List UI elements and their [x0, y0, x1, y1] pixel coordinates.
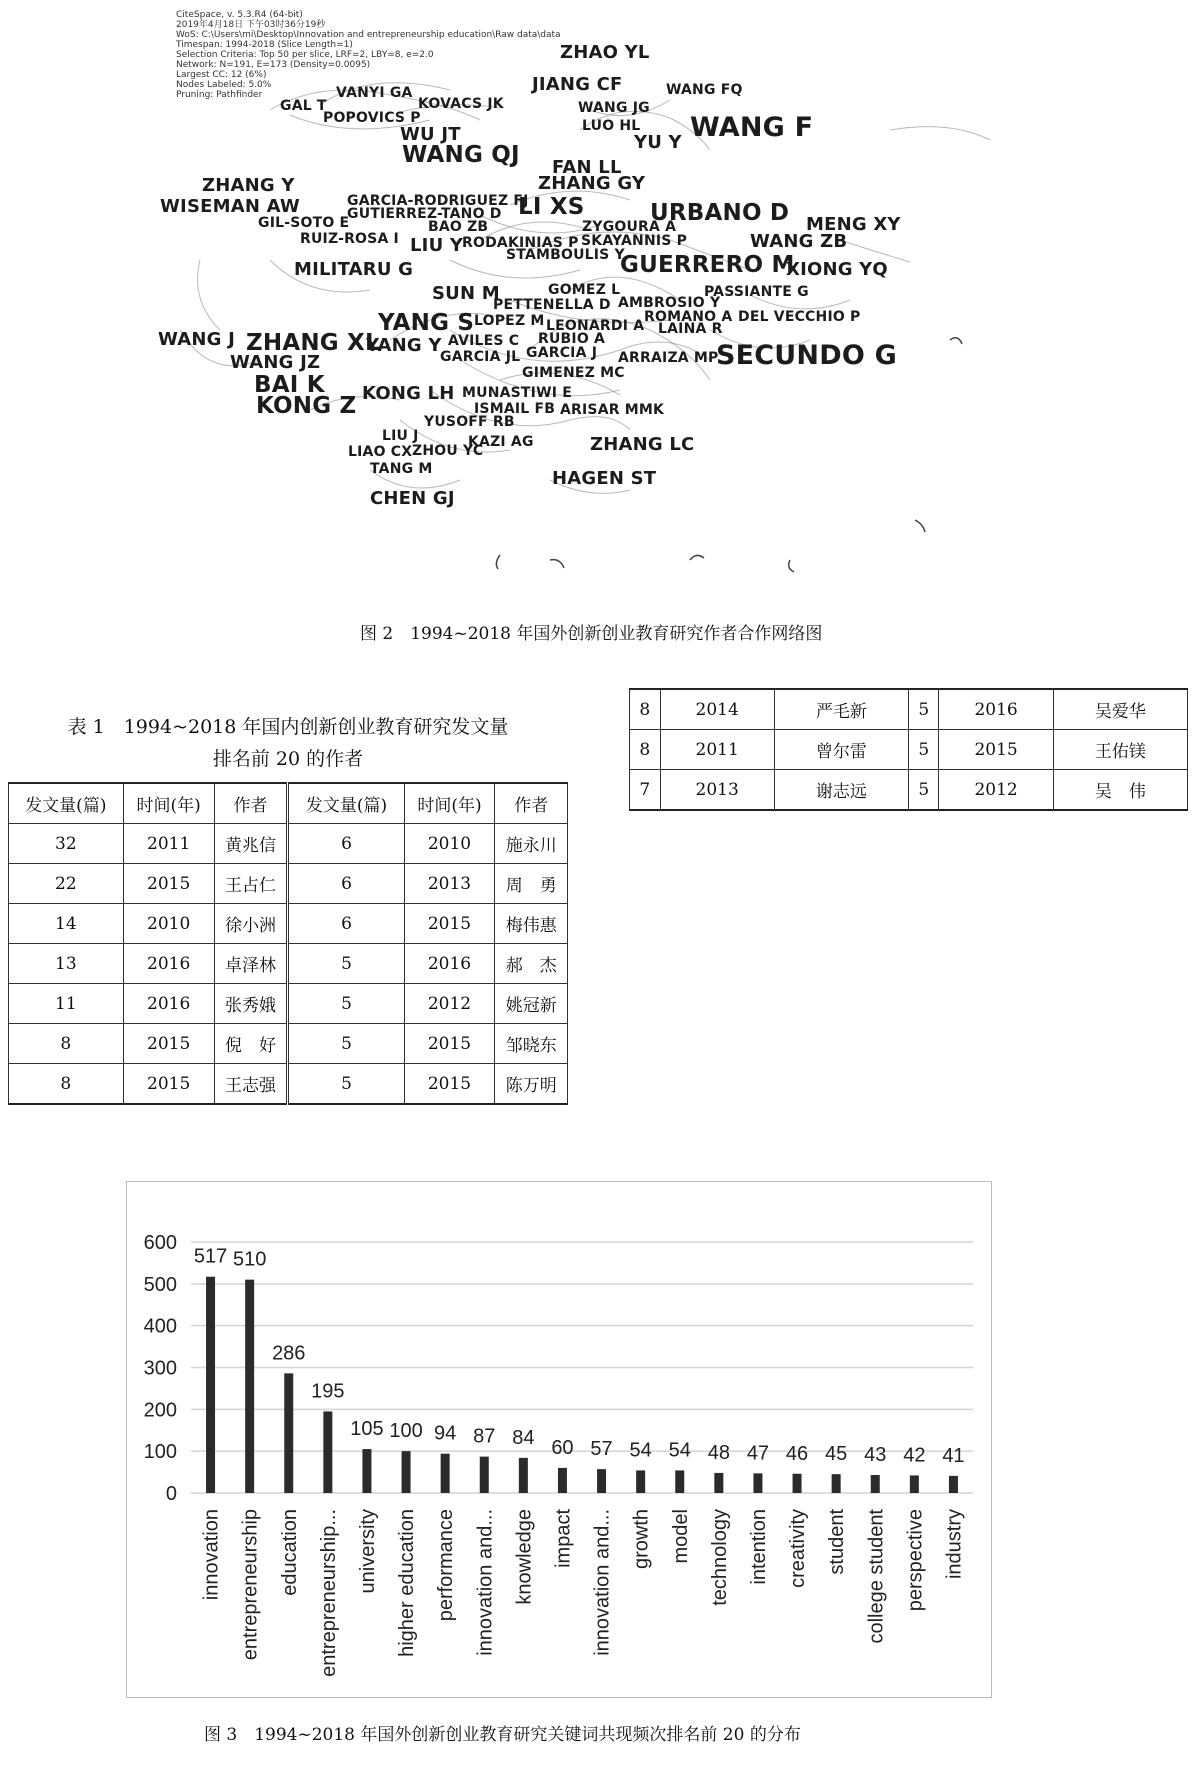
node-label-chen-gj: CHEN GJ: [370, 488, 455, 509]
header-count: 发文量(篇): [9, 783, 124, 824]
y-tick-label: 500: [143, 1273, 177, 1296]
y-tick-label: 0: [165, 1483, 177, 1505]
data-label: 100: [389, 1420, 423, 1443]
table1-continued-body: [630, 689, 1188, 810]
node-label-yu-y: YU Y: [634, 132, 682, 153]
network-edge-fragment: [915, 520, 925, 532]
node-label-arisar-mmk: ARISAR MMK: [560, 402, 665, 418]
node-label-zhang-lc: ZHANG LC: [590, 434, 695, 455]
cell-count: 32: [9, 824, 124, 864]
node-label-leonardi-a: LEONARDI A: [546, 318, 645, 334]
category-label: knowledge: [513, 1509, 536, 1605]
cell-author: 谢志远: [774, 770, 908, 811]
table1-row: [9, 824, 568, 864]
category-label: education: [278, 1509, 301, 1596]
node-label-yusoff-rb: YUSOFF RB: [424, 414, 515, 430]
node-label-fan-ll: FAN LL: [552, 157, 622, 178]
data-label: 41: [942, 1444, 965, 1467]
cell-count: 13: [9, 944, 124, 984]
node-label-zhang-y: ZHANG Y: [202, 175, 295, 196]
cell-author: 倪 好: [214, 1024, 288, 1064]
metadata-line: Network: N=191, E=173 (Density=0.0095): [176, 60, 371, 70]
bar: [714, 1473, 723, 1493]
figure3-caption: 图 3 1994~2018 年国外创新创业教育研究关键词共现频次排名前 20 的分布: [204, 1725, 801, 1745]
node-label-yang-s: YANG S: [378, 310, 475, 336]
header-count: 发文量(篇): [288, 783, 404, 824]
category-label: perspective: [904, 1509, 927, 1612]
node-label-tang-m: TANG M: [370, 461, 433, 477]
cell-author: 吴 伟: [1053, 770, 1187, 811]
node-label-hagen-st: HAGEN ST: [552, 468, 657, 489]
category-label: innovation and...: [591, 1509, 614, 1656]
cell-year: 2015: [404, 904, 495, 944]
bar: [910, 1475, 919, 1493]
node-label-xiong-yq: XIONG YQ: [786, 259, 888, 280]
cell-year: 2014: [660, 689, 774, 730]
bar: [753, 1473, 762, 1493]
node-label-wiseman-aw: WISEMAN AW: [160, 196, 300, 217]
category-label: college student: [865, 1509, 888, 1644]
metadata-line: 2019年4月18日 下午03时36分19秒: [176, 20, 326, 30]
node-label-rubio-a: RUBIO A: [538, 331, 606, 347]
category-label: technology: [708, 1509, 731, 1606]
data-label: 47: [746, 1442, 770, 1465]
network-edge: [198, 260, 221, 330]
node-label-zhou-yc: ZHOU YC: [412, 443, 484, 459]
table1-row: [9, 984, 568, 1024]
node-label-ismail-fb: ISMAIL FB: [474, 401, 556, 417]
node-label-liu-y: LIU Y: [410, 235, 464, 256]
category-label: entrepreneurship: [239, 1509, 262, 1661]
data-label: 60: [551, 1436, 574, 1459]
node-label-aviles-c: AVILES C: [448, 333, 520, 349]
table1-row: [9, 864, 568, 904]
table1-continued: [629, 688, 1188, 811]
node-label-kovacs-jk: KOVACS JK: [418, 96, 504, 112]
header-year: 时间(年): [404, 783, 495, 824]
node-label-munastiwi-e: MUNASTIWI E: [462, 385, 572, 401]
data-label: 48: [707, 1441, 730, 1464]
node-label-jiang-cf: JIANG CF: [532, 74, 623, 95]
bar: [206, 1277, 215, 1493]
y-tick-label: 100: [143, 1441, 177, 1464]
bar: [362, 1449, 371, 1493]
network-edge-fragment: [550, 560, 564, 568]
bar: [793, 1474, 802, 1493]
cell-year: 2010: [123, 904, 214, 944]
cell-year: 2016: [123, 984, 214, 1024]
node-label-gal-t: GAL T: [280, 98, 327, 114]
bar: [597, 1469, 606, 1493]
category-label: impact: [552, 1509, 575, 1568]
category-label: higher education: [396, 1509, 419, 1657]
bar-chart-svg: [127, 1182, 991, 1697]
node-label-kong-z: KONG Z: [256, 393, 357, 419]
cell-year: 2015: [123, 1064, 214, 1105]
cell-author: 徐小洲: [214, 904, 288, 944]
cell-author: 郝 杰: [495, 944, 568, 984]
category-label: student: [826, 1509, 849, 1575]
cell-count: 8: [9, 1064, 124, 1105]
cell-count: 6: [288, 824, 404, 864]
cell-year: 2015: [123, 864, 214, 904]
header-author: 作者: [214, 783, 288, 824]
node-label-wang-j: WANG J: [158, 329, 235, 350]
node-label-wang-jg: WANG JG: [578, 100, 650, 116]
node-label-yang-y: YANG Y: [366, 335, 442, 356]
cell-year: 2012: [404, 984, 495, 1024]
node-label-wang-qj: WANG QJ: [402, 142, 520, 168]
table1-body: [9, 824, 568, 1105]
node-label-wang-zb: WANG ZB: [750, 231, 848, 252]
node-label-wu-jt: WU JT: [400, 124, 461, 145]
data-label: 105: [350, 1418, 384, 1441]
node-label-laina-r: LAINA R: [658, 321, 723, 337]
bar: [519, 1458, 528, 1493]
cell-count: 6: [288, 864, 404, 904]
data-label: 286: [272, 1342, 306, 1365]
table1-continued-row: [630, 689, 1188, 730]
node-label-pettenella-d: PETTENELLA D: [493, 297, 611, 313]
network-edge-fragment: [950, 338, 962, 344]
metadata-line: Selection Criteria: Top 50 per slice, LRF=2, LBY=8, e=2.0: [176, 50, 434, 60]
node-label-gil-soto-e: GIL-SOTO E: [258, 215, 350, 231]
table1-header-row: [9, 783, 568, 824]
cell-count: 8: [630, 730, 661, 770]
bar: [441, 1454, 450, 1493]
cell-year: 2015: [404, 1064, 495, 1105]
cell-count: 5: [908, 770, 939, 811]
metadata-line: Timespan: 1994-2018 (Slice Length=1): [176, 40, 353, 50]
node-label-militaru-g: MILITARU G: [294, 259, 414, 280]
node-label-garcia-rodriguez-fj: GARCIA-RODRIGUEZ FJ: [347, 193, 529, 209]
cell-author: 周 勇: [495, 864, 568, 904]
node-label-zhang-gy: ZHANG GY: [538, 173, 646, 194]
cell-author: 黄兆信: [214, 824, 288, 864]
data-label: 87: [473, 1425, 496, 1448]
cell-year: 2013: [660, 770, 774, 811]
category-label: performance: [435, 1509, 458, 1622]
cell-count: 5: [288, 1024, 404, 1064]
cell-author: 王佑镁: [1053, 730, 1187, 770]
table1-row: [9, 1064, 568, 1105]
node-label-liao-cx: LIAO CX: [348, 444, 413, 460]
category-label: entrepreneurship...: [317, 1509, 340, 1677]
header-author: 作者: [495, 783, 568, 824]
cell-count: 5: [908, 730, 939, 770]
network-edge-fragment: [690, 555, 704, 560]
table1-continued-row: [630, 730, 1188, 770]
category-label: university: [356, 1509, 379, 1594]
cell-count: 5: [908, 689, 939, 730]
cell-year: 2011: [123, 824, 214, 864]
cell-year: 2011: [660, 730, 774, 770]
node-label-urbano-d: URBANO D: [650, 200, 790, 226]
table1-title-line2: 排名前 20 的作者: [212, 748, 364, 770]
cell-author: 施永川: [495, 824, 568, 864]
node-label-gutierrez-tano-d: GUTIERREZ-TANO D: [347, 206, 502, 222]
cell-author: 姚冠新: [495, 984, 568, 1024]
y-tick-label: 600: [143, 1232, 177, 1254]
coauthor-network-figure: [150, 0, 1030, 600]
data-label: 195: [311, 1380, 345, 1403]
table1-row: [9, 904, 568, 944]
node-label-zygoura-a: ZYGOURA A: [582, 219, 677, 235]
bar: [558, 1468, 567, 1493]
node-label-wang-jz: WANG JZ: [230, 352, 321, 373]
node-label-guerrero-m: GUERRERO M: [620, 252, 795, 278]
metadata-line: Nodes Labeled: 5.0%: [176, 80, 272, 90]
node-label-arraiza-mp: ARRAIZA MP: [618, 350, 719, 366]
data-label: 510: [232, 1248, 267, 1271]
bar: [480, 1457, 489, 1493]
bar: [284, 1373, 293, 1493]
cell-year: 2016: [404, 944, 495, 984]
header-year: 时间(年): [123, 783, 214, 824]
cell-author: 陈万明: [495, 1064, 568, 1105]
data-label: 42: [903, 1444, 926, 1467]
bar: [832, 1474, 841, 1493]
category-label: model: [669, 1509, 692, 1564]
cell-count: 5: [288, 1064, 404, 1105]
y-tick-label: 200: [143, 1399, 177, 1422]
category-label: growth: [630, 1509, 653, 1570]
bar: [636, 1470, 645, 1493]
figure2-caption: 图 2 1994~2018 年国外创新创业教育研究作者合作网络图: [360, 624, 823, 644]
cell-author: 严毛新: [774, 689, 908, 730]
bar: [675, 1470, 684, 1493]
node-label-bai-k: BAI K: [254, 372, 325, 398]
data-label: 517: [193, 1245, 228, 1268]
cell-year: 2015: [123, 1024, 214, 1064]
cell-count: 11: [9, 984, 124, 1024]
table1-row: [9, 944, 568, 984]
cell-year: 2015: [939, 730, 1053, 770]
node-label-liu-j: LIU J: [382, 428, 419, 444]
cell-count: 5: [288, 944, 404, 984]
cell-count: 7: [630, 770, 661, 811]
data-label: 45: [825, 1443, 848, 1466]
cell-author: 吴爱华: [1053, 689, 1187, 730]
node-label-ruiz-rosa-i: RUIZ-ROSA I: [300, 231, 399, 247]
node-label-wang-f: WANG F: [690, 112, 814, 143]
data-label: 94: [434, 1422, 457, 1445]
data-label: 84: [512, 1426, 535, 1449]
node-label-ambrosio-y: AMBROSIO Y: [618, 295, 721, 311]
bar: [402, 1451, 411, 1493]
metadata-line: Largest CC: 12 (6%): [176, 70, 267, 80]
cell-author: 王占仁: [214, 864, 288, 904]
data-label: 46: [785, 1442, 809, 1465]
network-edge-fragment: [496, 555, 500, 569]
node-label-rodakinias-p: RODAKINIAS P: [462, 235, 579, 251]
metadata-line: WoS: C:\Users\mi\Desktop\Innovation and entrepreneurship education\Raw data\data: [176, 30, 561, 40]
category-label: industry: [943, 1509, 966, 1580]
table1-title: [8, 711, 568, 775]
data-label: 57: [590, 1438, 613, 1461]
node-label-del-vecchio-p: DEL VECCHIO P: [738, 309, 861, 325]
cell-count: 5: [288, 984, 404, 1024]
y-tick-label: 300: [143, 1357, 177, 1380]
node-label-romano-a: ROMANO A: [644, 309, 733, 325]
node-label-vanyi-ga: VANYI GA: [336, 85, 413, 101]
node-label-gomez-l: GOMEZ L: [548, 282, 621, 298]
table1: [8, 782, 568, 1105]
node-label-bao-zb: BAO ZB: [428, 219, 489, 235]
node-label-garcia-j: GARCIA J: [526, 345, 598, 361]
node-label-meng-xy: MENG XY: [806, 214, 901, 235]
network-edge: [890, 127, 990, 140]
cell-count: 8: [630, 689, 661, 730]
table1-continued-row: [630, 770, 1188, 811]
node-label-stamboulis-y: STAMBOULIS Y: [506, 247, 625, 263]
network-edge-fragment: [789, 560, 794, 572]
node-label-zhao-yl: ZHAO YL: [560, 42, 650, 63]
data-label: 54: [668, 1439, 691, 1462]
table1-title-line1: 表 1 1994~2018 年国内创新创业教育研究发文量: [67, 716, 509, 738]
data-label: 54: [629, 1439, 652, 1462]
node-label-lopez-m: LOPEZ M: [474, 313, 545, 329]
node-label-skayannis-p: SKAYANNIS P: [581, 233, 688, 249]
cell-year: 2013: [404, 864, 495, 904]
node-label-zhang-xl: ZHANG XL: [246, 330, 380, 356]
keyword-bar-chart: [126, 1181, 992, 1698]
node-label-wang-fq: WANG FQ: [666, 82, 743, 98]
bar: [871, 1475, 880, 1493]
category-label: innovation and...: [474, 1509, 497, 1656]
node-label-popovics-p: POPOVICS P: [323, 110, 421, 126]
cell-author: 王志强: [214, 1064, 288, 1105]
node-label-kazi-ag: KAZI AG: [468, 434, 534, 450]
category-label: creativity: [787, 1509, 810, 1588]
node-label-secundo-g: SECUNDO G: [716, 340, 897, 371]
bar: [245, 1280, 254, 1493]
cell-author: 邹晓东: [495, 1024, 568, 1064]
cell-count: 22: [9, 864, 124, 904]
data-label: 43: [864, 1444, 887, 1467]
category-label: intention: [747, 1509, 770, 1585]
cell-count: 6: [288, 904, 404, 944]
cell-year: 2016: [123, 944, 214, 984]
cell-author: 卓泽林: [214, 944, 288, 984]
cell-count: 8: [9, 1024, 124, 1064]
cell-year: 2015: [404, 1024, 495, 1064]
cell-year: 2010: [404, 824, 495, 864]
cell-author: 张秀娥: [214, 984, 288, 1024]
cell-count: 14: [9, 904, 124, 944]
cell-year: 2012: [939, 770, 1053, 811]
y-tick-label: 400: [143, 1315, 177, 1338]
node-label-passiante-g: PASSIANTE G: [704, 284, 809, 300]
node-label-sun-m: SUN M: [432, 283, 500, 304]
category-label: innovation: [200, 1509, 223, 1601]
cell-author: 曾尔雷: [774, 730, 908, 770]
metadata-line: CiteSpace, v. 5.3.R4 (64-bit): [176, 10, 303, 20]
cell-year: 2016: [939, 689, 1053, 730]
bar: [323, 1411, 332, 1493]
table1-row: [9, 1024, 568, 1064]
node-label-luo-hl: LUO HL: [582, 118, 641, 134]
node-label-gimenez-mc: GIMENEZ MC: [522, 365, 625, 381]
cell-author: 梅伟惠: [495, 904, 568, 944]
node-label-garcia-jl: GARCIA JL: [440, 349, 521, 365]
node-label-li-xs: LI XS: [518, 194, 585, 220]
bar: [949, 1476, 958, 1493]
node-label-kong-lh: KONG LH: [362, 383, 455, 404]
metadata-line: Pruning: Pathfinder: [176, 90, 263, 100]
